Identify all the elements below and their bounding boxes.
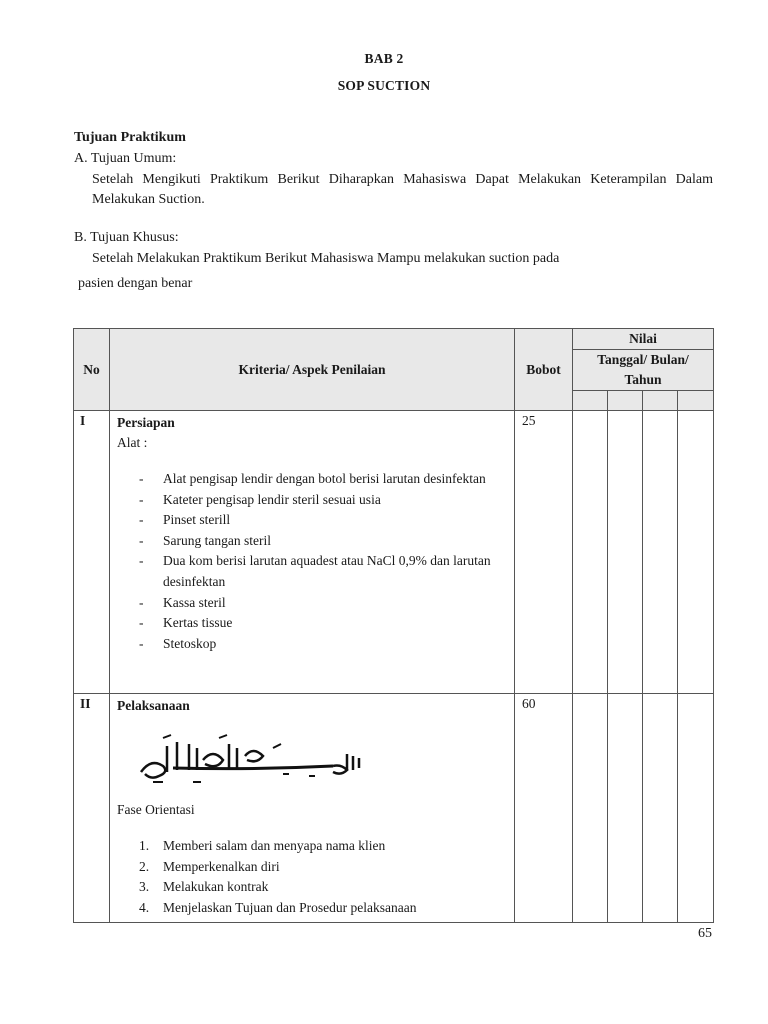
chapter-number: BAB 2: [364, 51, 404, 66]
row-bobot: 25: [515, 411, 573, 694]
header-nilai: Nilai: [573, 329, 714, 350]
page-number: 65: [698, 926, 712, 941]
row-title: Persiapan: [117, 415, 175, 430]
header-bobot: Bobot: [515, 329, 573, 411]
list-item: 1. Memberi salam dan menyapa nama klien: [139, 838, 386, 853]
phase-label: Fase Orientasi: [117, 802, 195, 817]
list-item: - Pinset sterill: [139, 512, 231, 528]
score-cell: [643, 411, 678, 694]
row-number: I: [74, 411, 110, 694]
list-item: 4. Menjelaskan Tujuan dan Prosedur pelaksanaan: [139, 899, 417, 915]
score-cell: [678, 694, 714, 923]
basmala-calligraphy-icon: [133, 730, 373, 790]
row-criteria: [110, 411, 515, 694]
specific-objective-text: Setelah Melakukan Praktikum Berikut Mahasiswa Mampu melakukan suction pada: [92, 251, 560, 266]
score-cell: [608, 411, 643, 694]
list-item: - Stetoskop: [139, 635, 217, 651]
list-item: - Dua kom berisi larutan aquadest atau NaCl 0,9% dan larutan desinfektan: [139, 553, 491, 589]
specific-objective-text-cont: pasien dengan benar: [78, 276, 193, 291]
general-objective-text: Setelah Mengikuti Praktikum Berikut Diharapkan Mahasiswa Dapat Melakukan Keterampilan Dalam Melakukan Suction.: [92, 172, 713, 207]
specific-objective-label: B. Tujuan Khusus:: [74, 230, 179, 245]
row-bobot: 60: [515, 694, 573, 923]
section-title: Tujuan Praktikum: [74, 130, 186, 145]
list-item: - Sarung tangan steril: [139, 532, 271, 548]
list-item: 2. Memperkenalkan diri: [139, 858, 280, 874]
list-item: - Alat pengisap lendir dengan botol berisi larutan desinfektan: [139, 471, 486, 486]
header-no: No: [74, 329, 110, 411]
header-date: Tanggal/ Bulan/ Tahun: [573, 350, 714, 391]
score-col-1: [573, 391, 608, 411]
score-cell: [608, 694, 643, 923]
list-item: - Kassa steril: [139, 594, 226, 610]
list-item: 3. Melakukan kontrak: [139, 879, 269, 895]
list-item: - Kateter pengisap lendir steril sesuai usia: [139, 491, 381, 507]
score-col-2: [608, 391, 643, 411]
score-cell: [573, 411, 608, 694]
assessment-table: [73, 328, 714, 923]
table-row: [74, 694, 714, 923]
score-cell: [678, 411, 714, 694]
list-item: - Kertas tissue: [139, 615, 233, 631]
general-objective-label: A. Tujuan Umum:: [74, 151, 177, 166]
score-cell: [643, 694, 678, 923]
row-number: II: [74, 694, 110, 923]
header-criteria: Kriteria/ Aspek Penilaian: [110, 329, 515, 411]
chapter-title: SOP SUCTION: [337, 78, 431, 93]
equipment-list: [117, 469, 508, 654]
score-col-4: [678, 391, 714, 411]
orientation-steps-list: [117, 836, 508, 918]
table-row: [74, 411, 714, 694]
score-cell: [573, 694, 608, 923]
row-subtitle: Alat :: [117, 435, 148, 450]
row-title: Pelaksanaan: [117, 698, 190, 713]
row-criteria: [110, 694, 515, 923]
score-col-3: [643, 391, 678, 411]
